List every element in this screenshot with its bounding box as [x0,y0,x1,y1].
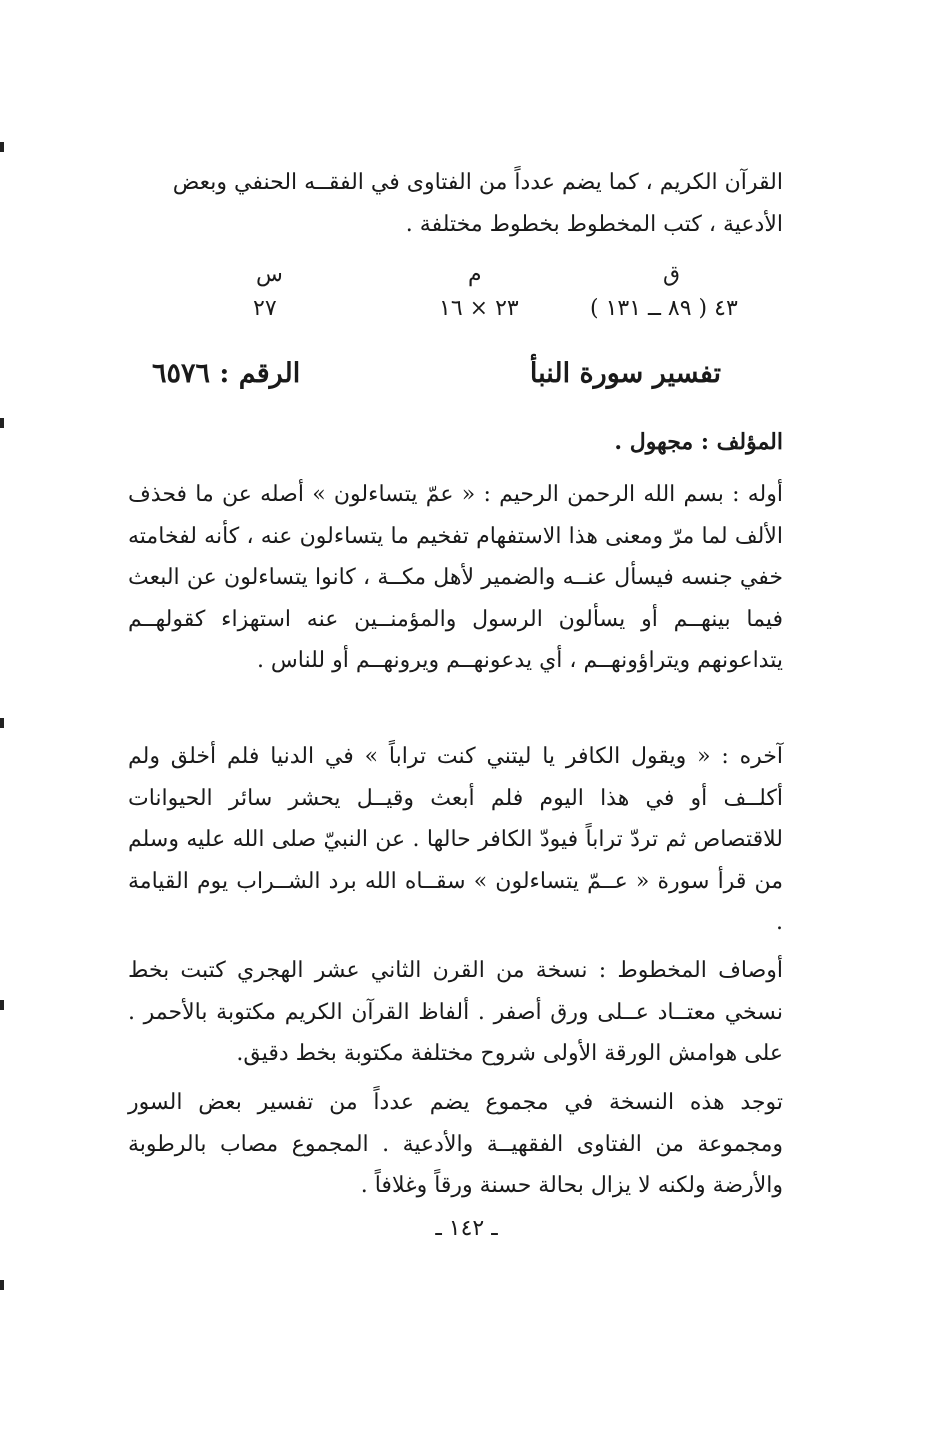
margin-mark [0,1000,4,1010]
entry-title: تفسير سورة النبأ [529,358,721,389]
margin-mark [0,418,4,428]
paragraph-ending: آخره : « ويقول الكافر يا ليتني كنت تراباً » في الدنيا فلم أخلق ولم أكلــف أو في هذا اليوم فلم أبعث وقيــل يحشر سائر الحيوانات للاقتصاص ثم تردّ تراباً فيودّ الكافر حالها . عن النبيّ صلى الله عليه وسلم من قرأ سورة « عــمّ يتساءلون » سقــاه الله برد الشــراب يوم القيامة . [128,744,783,935]
code-values-row [128,296,783,332]
paragraph-beginning: أوله : بسم الله الرحمن الرحيم : « عمّ يتساءلون » أصله عن ما فحذف الألف لما مرّ ومعنى هذا الاستفهام تفخيم ما يتساءلون عنه ، كأنه لفخامته خفي جنسه فيسأل عنــه والضمير لأهل مكــة ، كانوا يتساءلون عن البعث فيما بينهــم أو يسألون الرسول والمؤمنــين عنه استهزاء كقولهــم يتداعونهم ويتراؤونهــم ، أي يدعونهــم ويرونهــم أو للناس . [128,482,783,673]
code-label-m: م [468,262,482,287]
intro-block [128,162,783,245]
code-value-m: ٢٣ × ١٦ [439,296,519,321]
margin-mark [0,718,4,728]
intro-line-2: الأدعية ، كتب المخطوط بخطوط مختلفة . [405,211,783,237]
entry-author: المؤلف : مجهول . [614,429,783,455]
location-block [128,1082,783,1207]
description-block [128,950,783,1075]
beginning-block [128,474,783,682]
author-block [128,422,783,464]
margin-mark [0,142,4,152]
code-labels-row [128,262,783,298]
margin-mark [0,1280,4,1290]
paragraph-location: توجد هذه النسخة في مجموع يضم عدداً من تفسير بعض السور ومجموعة من الفتاوى الفقهيــة والأدعية . المجموع مصاب بالرطوبة والأرضة ولكنه لا يزال بحالة حسنة ورقاً وغلافاً . [128,1090,783,1198]
code-value-s: ٢٧ [253,296,277,321]
code-label-q: ق [663,262,681,287]
code-label-s: س [256,262,283,287]
paragraph-description: أوصاف المخطوط : نسخة من القرن الثاني عشر الهجري كتبت بخط نسخي معتــاد عــلى ورق أصفر . ألفاظ القرآن الكريم مكتوبة بالأحمر . على هوامش الورقة الأولى شروح مختلفة مكتوبة بخط دقيق. [128,958,783,1066]
code-value-q: ٤٣ ( ٨٩ ــ ١٣١ ) [590,296,738,321]
page-number: ـ ١٤٢ ـ [435,1216,498,1241]
ending-block [128,736,783,944]
entry-number: الرقم : ٦٥٧٦ [152,358,301,389]
intro-line-1: القرآن الكريم ، كما يضم عدداً من الفتاوى في الفقــه الحنفي وبعض [172,170,783,195]
